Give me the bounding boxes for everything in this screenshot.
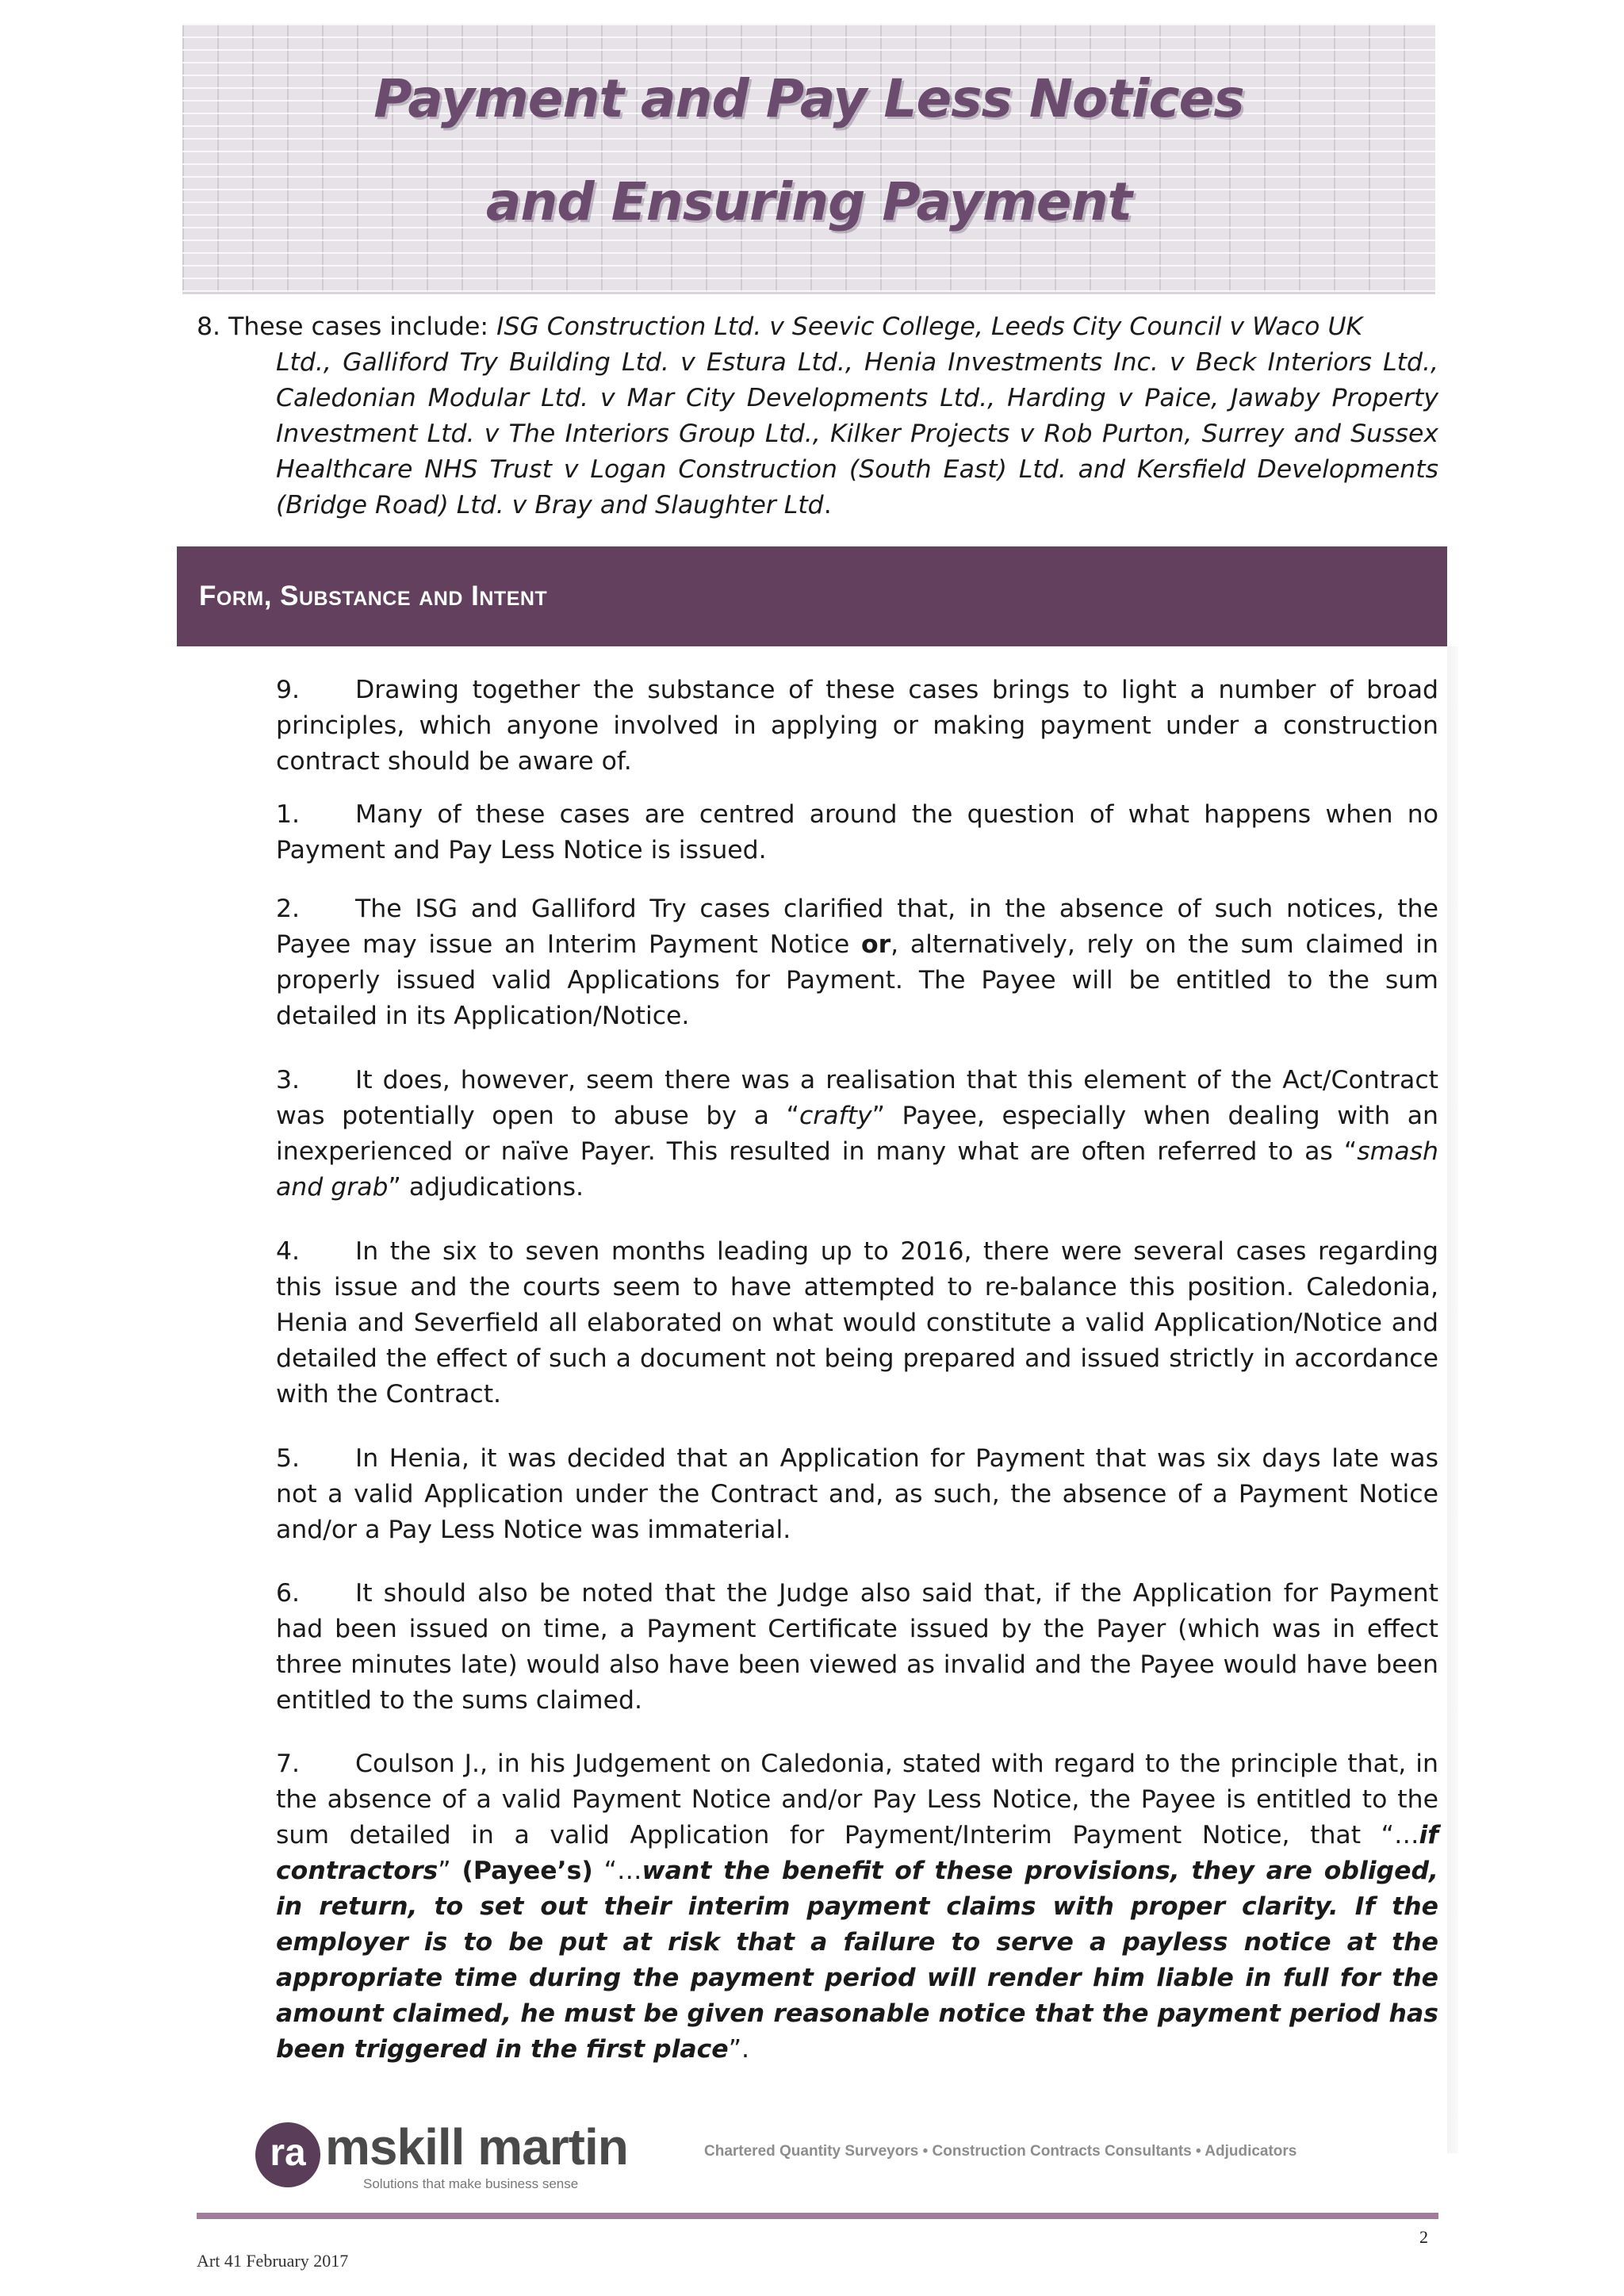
footer-divider: [197, 2213, 1438, 2219]
footer-services: Chartered Quantity Surveyors • Construction Contracts Consultants • Adjudicators: [704, 2143, 1297, 2160]
article-reference: Art 41 February 2017: [197, 2251, 349, 2271]
paragraph-6: 6. It should also be noted that the Judge also said that, if the Application for Payment had been issued on time, a Payment Certificate issued by the Payer (which was in effect three minutes late) would also have been viewed as invalid and the Payee would have been entitled to the sums claimed.: [276, 1579, 1438, 1715]
margin-shade: [1447, 646, 1458, 2153]
case-list-first-line: [197, 309, 1438, 345]
section-header: [177, 546, 1447, 646]
logo-wordmark: mskill martin: [325, 2118, 628, 2175]
ramskill-martin-logo: [255, 2113, 636, 2198]
paragraph-7: 7. Coulson J., in his Judgement on Caledonia, stated with regard to the principle that, in the absence of a valid Payment Notice and/or Pay Less Notice, the Payee is entitled to the sum detailed in a valid Application for Payment/Interim Payment Notice, that “…if contractors” (Payee’s) “…want the benefit of these provisions, they are obliged, in return, to set out their interim payment claims with proper clarity. If the employer is to be put at risk that a failure to serve a payless notice at the appropriate time during the payment period will render him liable in full for the amount claimed, he must be given reasonable notice that the payment period has been triggered in the first place”.: [276, 1750, 1438, 2064]
case-list-intro: These cases include:: [228, 312, 489, 341]
case-list-line1: ISG Construction Ltd. v Seevic College, Leeds City Council v Waco UK: [496, 312, 1363, 341]
paragraph-4: 4. In the six to seven months leading up to 2016, there were several cases regarding this issue and the courts seem to have attempted to re-balance this position. Caledonia, Henia and Severfield all elaborated on what would constitute a valid Application/Notice and detailed the effect of such a document not being prepared and issued strictly in accordance with the Contract.: [276, 1237, 1438, 1409]
paragraph-3: 3. It does, however, seem there was a realisation that this element of the Act/Contract was potentially open to abuse by a “crafty” Payee, especially when dealing with an inexperienced or naïve Payer. This resulted in many what are often referred to as “smash and grab” adjudications.: [276, 1066, 1438, 1202]
header-banner: [182, 24, 1435, 294]
case-list-number: 8.: [197, 312, 221, 341]
paragraph-9: 9. Drawing together the substance of these cases brings to light a number of broad principles, which anyone involved in applying or making payment under a construction contract should be aware of.: [276, 676, 1438, 776]
paragraph-2: 2. The ISG and Galliford Try cases clarified that, in the absence of such notices, the Payee may issue an Interim Payment Notice or, alternatively, rely on the sum claimed in properly issued valid Applications for Payment. The Payee will be entitled to the sum detailed in its Application/Notice.: [276, 895, 1438, 1030]
logo-tagline: Solutions that make business sense: [363, 2176, 579, 2191]
case-list-paragraph: [197, 309, 1438, 523]
case-list-body: Ltd., Galliford Try Building Ltd. v Estura Ltd., Henia Investments Inc. v Beck Interiors Ltd., Caledonian Modular Ltd. v Mar City Developments Ltd., Harding v Paice, Jawaby Property Investment Ltd. v The Interiors Group Ltd., Kilker Projects v Rob Purton, Surrey and Sussex Healthcare NHS Trust v Logan Construction (South East) Ltd. and Kersfield Developments (Bridge Road) Ltd. v Bray and Slaughter Ltd.: [276, 348, 1438, 519]
section-title: Form, Substance and Intent: [199, 581, 548, 611]
banner-title-line2: and Ensuring Payment: [485, 171, 1132, 232]
paragraph-5: 5. In Henia, it was decided that an Application for Payment that was six days late was not a valid Application under the Contract and, as such, the absence of a Payment Notice and/or a Pay Less Notice was immaterial.: [276, 1444, 1438, 1544]
banner-title-line1: Payment and Pay Less Notices: [373, 68, 1244, 129]
paragraph-1: 1. Many of these cases are centred around the question of what happens when no Payment and Pay Less Notice is issued.: [276, 800, 1438, 864]
page-number: 2: [1419, 2227, 1428, 2247]
case-list-rest: Ltd., Galliford Try Building Ltd. v Estura Ltd., Henia Investments Inc. v Beck Interiors Ltd., Caledonian Modular Ltd. v Mar City Developments Ltd., Harding v Paice, Jawaby Property Investment Ltd. v The Interiors Group Ltd., Kilker Projects v Rob Purton, Surrey and Sussex Healthcare NHS Trust v Logan Construction (South East) Ltd. and Kersfield Developments (Bridge Road) Ltd. v Bray and Slaughter Ltd: [276, 348, 1438, 519]
logo-mark: ra: [255, 2122, 320, 2187]
